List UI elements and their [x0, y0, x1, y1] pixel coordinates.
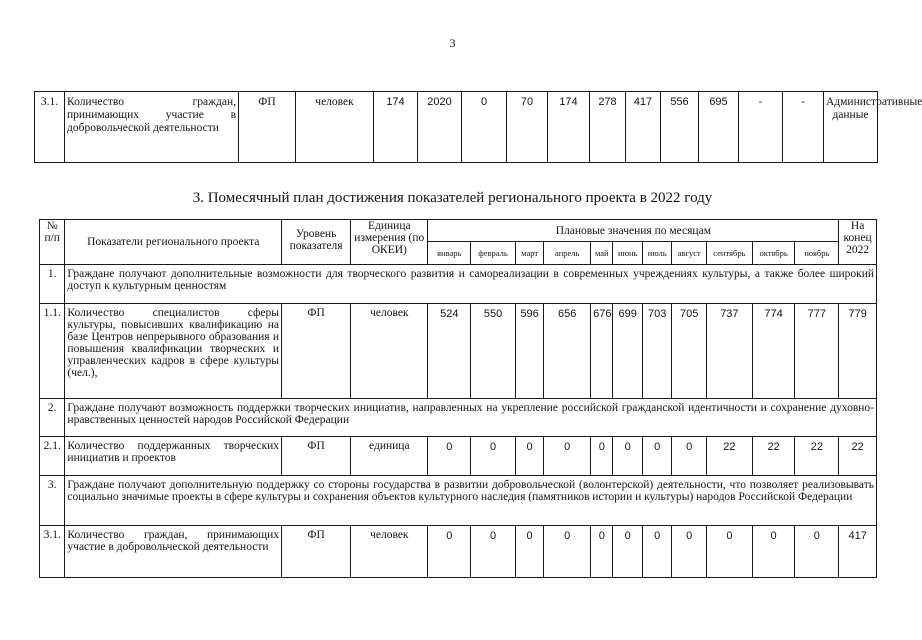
section-text: Граждане получают дополнительную поддержку со стороны государства в развитии добровольческой (волонтерской) деятельности, что позволяет реализовывать социально значимые проекты в сфере культуры и сохранения объектов культурного наследия (памятников истории и культуры) народов Российской Федерации — [65, 476, 877, 526]
value-cell: 22 — [795, 437, 839, 476]
value-cell: 0 — [471, 437, 516, 476]
section-number: 1. — [40, 265, 65, 304]
end-value-cell: 417 — [839, 526, 877, 578]
header-number: № п/п — [40, 220, 65, 265]
value-cell: 0 — [428, 437, 471, 476]
value-cell: 699 — [613, 304, 642, 399]
value-cell: 0 — [515, 437, 543, 476]
indicator-name: Количество граждан, принимающих участие в добровольческой деятельности — [65, 92, 239, 163]
value-cell: 0 — [544, 526, 591, 578]
header-level: Уровень показателя — [282, 220, 351, 265]
value-cell: 2020 — [418, 92, 462, 163]
unit: человек — [351, 304, 428, 399]
month-header: март — [515, 242, 543, 265]
carryover-row — [35, 92, 878, 163]
section-text: Граждане получают возможность поддержки творческих инициатив, направленных на укрепление российской гражданской идентичности и сохранение духовно-нравственных ценностей народов Российской Федерации — [65, 399, 877, 437]
month-header: сентябрь — [707, 242, 753, 265]
month-header: июль — [642, 242, 671, 265]
header-end: На конец 2022 — [839, 220, 877, 265]
row-number: 1.1. — [40, 304, 65, 399]
value-cell: 0 — [642, 437, 671, 476]
value-cell: 737 — [707, 304, 753, 399]
value-cell: 0 — [428, 526, 471, 578]
value-cell: 22 — [707, 437, 753, 476]
value-cell: 676 — [591, 304, 613, 399]
indicator-level: ФП — [282, 437, 351, 476]
value-cell: 417 — [626, 92, 661, 163]
section-row — [40, 265, 877, 304]
row-number: 3.1. — [40, 526, 65, 578]
value-cell: 0 — [471, 526, 516, 578]
indicator-level: ФП — [239, 92, 296, 163]
unit: единица — [351, 437, 428, 476]
value-cell: 705 — [672, 304, 707, 399]
month-header: апрель — [544, 242, 591, 265]
value-cell: 550 — [471, 304, 516, 399]
row-number: 2.1. — [40, 437, 65, 476]
month-header: август — [672, 242, 707, 265]
value-cell: 0 — [642, 526, 671, 578]
value-cell: 0 — [462, 92, 507, 163]
value-cell: - — [739, 92, 783, 163]
indicator-name: Количество поддержанных творческих инициатив и проектов — [65, 437, 282, 476]
value-cell: 656 — [544, 304, 591, 399]
value-cell: 174 — [374, 92, 418, 163]
value-cell: 0 — [515, 526, 543, 578]
month-header: февраль — [471, 242, 516, 265]
section-text: Граждане получают дополнительные возможности для творческого развития и самореализации в современных учреждениях культуры, а также более широкий доступ к культурным ценностям — [65, 265, 877, 304]
value-cell: 0 — [613, 437, 642, 476]
value-cell: 774 — [752, 304, 795, 399]
table-row — [40, 437, 877, 476]
header-planned: Плановые значения по месяцам — [428, 220, 839, 242]
value-cell: 0 — [591, 437, 613, 476]
header-row — [40, 220, 877, 242]
value-cell: 174 — [548, 92, 590, 163]
value-cell: 695 — [699, 92, 739, 163]
value-cell: 703 — [642, 304, 671, 399]
value-cell: 278 — [590, 92, 626, 163]
value-cell: - — [783, 92, 824, 163]
value-cell: 0 — [672, 437, 707, 476]
section-number: 2. — [40, 399, 65, 437]
table-row — [40, 304, 877, 399]
carryover-table — [34, 91, 922, 163]
month-header: июнь — [613, 242, 642, 265]
section-row — [40, 476, 877, 526]
value-cell: 524 — [428, 304, 471, 399]
unit: человек — [351, 526, 428, 578]
value-cell: 22 — [752, 437, 795, 476]
end-value-cell: 779 — [839, 304, 877, 399]
header-indicator: Показатели регионального проекта — [65, 220, 282, 265]
month-header: октябрь — [752, 242, 795, 265]
section-number: 3. — [40, 476, 65, 526]
data-source: Административные данные — [824, 92, 878, 163]
value-cell: 0 — [544, 437, 591, 476]
month-header: ноябрь — [795, 242, 839, 265]
value-cell: 0 — [795, 526, 839, 578]
value-cell: 0 — [591, 526, 613, 578]
value-cell: 0 — [613, 526, 642, 578]
end-value-cell: 22 — [839, 437, 877, 476]
value-cell: 556 — [661, 92, 699, 163]
indicator-name: Количество граждан, принимающих участие в добровольческой деятельности — [65, 526, 282, 578]
page-number: 3 — [449, 36, 456, 50]
section-row — [40, 399, 877, 437]
month-header: май — [591, 242, 613, 265]
indicator-name: Количество специалистов сферы культуры, повысивших квалификацию на базе Центров непрерывного образования и повышения квалификации творческих и управленческих кадров в сфере культуры (чел.), — [65, 304, 282, 399]
value-cell: 0 — [672, 526, 707, 578]
value-cell: 0 — [752, 526, 795, 578]
value-cell: 777 — [795, 304, 839, 399]
value-cell: 70 — [507, 92, 548, 163]
header-unit: Единица измерения (по ОКЕИ) — [351, 220, 428, 265]
unit: человек — [296, 92, 374, 163]
value-cell: 596 — [515, 304, 543, 399]
indicator-level: ФП — [282, 304, 351, 399]
section-title: 3. Помесячный план достижения показателей регионального проекта в 2022 году — [192, 190, 713, 206]
value-cell: 0 — [707, 526, 753, 578]
monthly-plan-table — [39, 219, 877, 578]
month-header: январь — [428, 242, 471, 265]
indicator-level: ФП — [282, 526, 351, 578]
table-row — [40, 526, 877, 578]
row-number: 3.1. — [35, 92, 65, 163]
